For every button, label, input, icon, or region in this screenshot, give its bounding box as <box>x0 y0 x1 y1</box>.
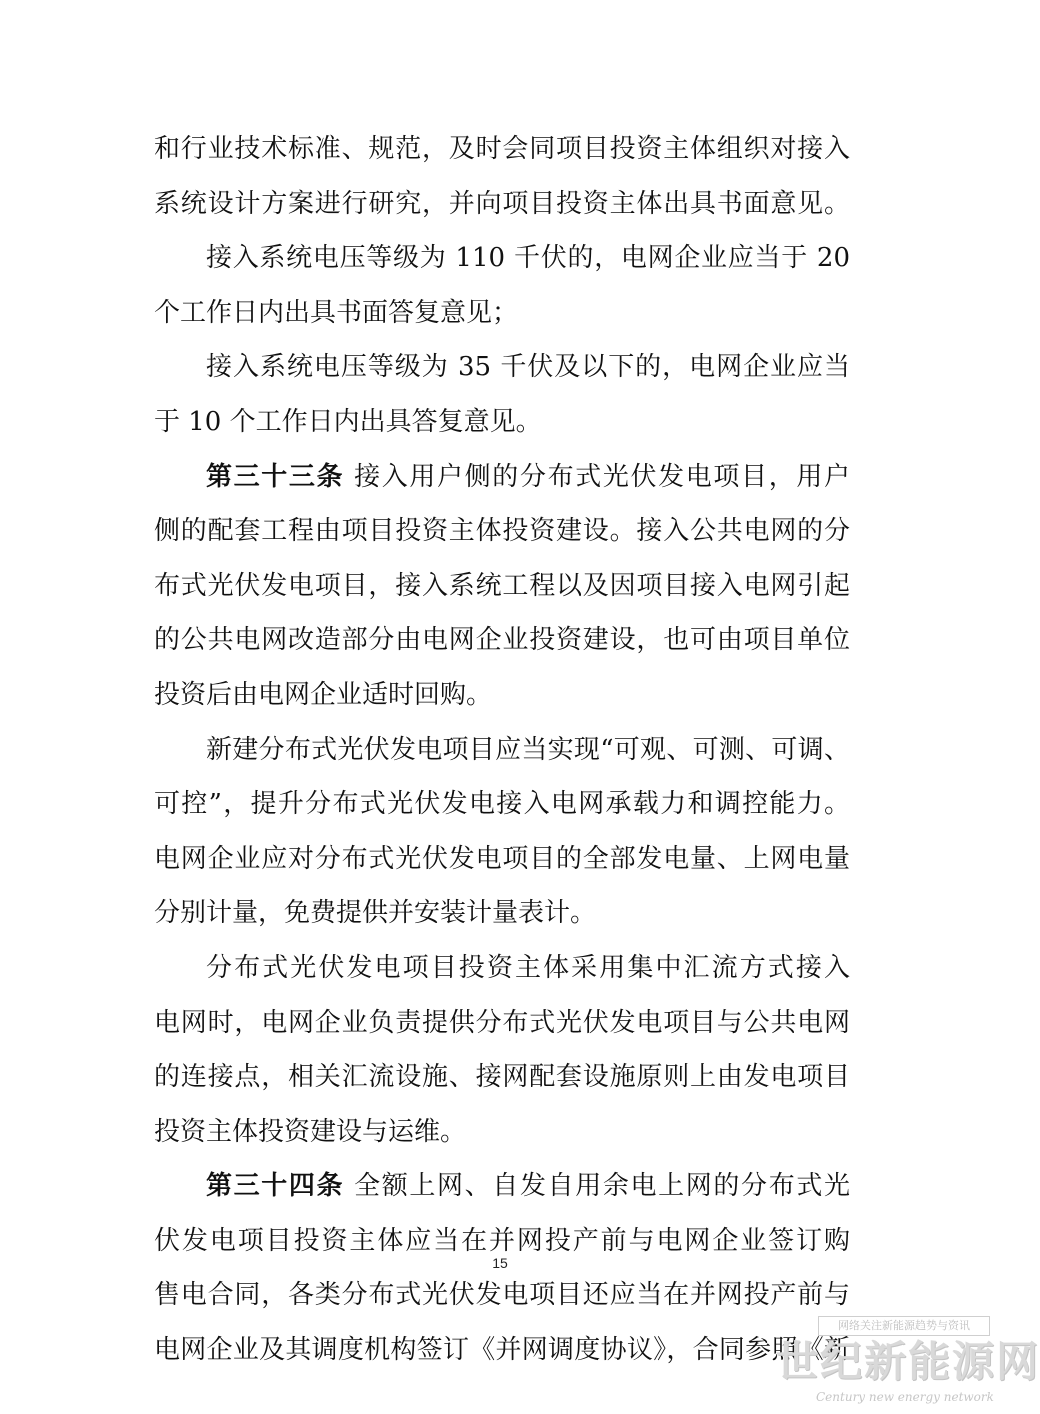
text-span: 接入用户侧的分布式光伏发电项目，用户 <box>354 461 850 492</box>
text-line <box>154 1159 850 1214</box>
text-line: 和行业技术标准、规范，及时会同项目投资主体组织对接入 <box>154 134 850 164</box>
text-line: 投资主体投资建设与运维。 <box>154 1116 467 1147</box>
text-line: 电网企业及其调度机构签订《并网调度协议》，合同参照《新 <box>154 1335 850 1366</box>
text-line: 新建分布式光伏发电项目应当实现“可观、可测、可调、 <box>206 734 850 765</box>
text-line: 侧的配套工程由项目投资主体投资建设。接入公共电网的分 <box>154 516 850 547</box>
text-line: 可控”，提升分布式光伏发电接入电网承载力和调控能力。 <box>154 789 850 820</box>
watermark-title: 世纪新能源网 <box>776 1337 1040 1386</box>
text-line: 个工作日内出具书面答复意见； <box>154 297 519 328</box>
text-line: 电网时，电网企业负责提供分布式光伏发电项目与公共电网 <box>154 1007 850 1038</box>
watermark-logo <box>772 1316 1040 1410</box>
text-span: 全额上网、自发自用余电上网的分布式光 <box>354 1171 850 1202</box>
text-line: 投资后由电网企业适时回购。 <box>154 679 493 710</box>
text-line: 接入系统电压等级为 35 千伏及以下的，电网企业应当 <box>206 352 850 383</box>
watermark-tagline: 网络关注新能源趋势与资讯 <box>818 1316 990 1336</box>
text-line: 于 10 个工作日内出具答复意见。 <box>154 406 542 437</box>
text-line: 接入系统电压等级为 110 千伏的，电网企业应当于 20 <box>206 243 850 274</box>
article-34-heading: 第三十四条 <box>206 1171 345 1202</box>
text-line: 的公共电网改造部分由电网企业投资建设，也可由项目单位 <box>154 625 850 656</box>
watermark-subtitle: Century new energy network <box>816 1390 994 1404</box>
text-line: 分布式光伏发电项目投资主体采用集中汇流方式接入 <box>206 952 850 983</box>
body-text <box>154 122 850 1378</box>
article-33-heading: 第三十三条 <box>206 461 345 492</box>
text-line: 系统设计方案进行研究，并向项目投资主体出具书面意见。 <box>154 188 850 219</box>
text-line: 售电合同，各类分布式光伏发电项目还应当在并网投产前与 <box>154 1280 850 1311</box>
text-line: 伏发电项目投资主体应当在并网投产前与电网企业签订购 <box>154 1225 850 1256</box>
text-line: 电网企业应对分布式光伏发电项目的全部发电量、上网电量 <box>154 843 850 874</box>
text-line: 的连接点，相关汇流设施、接网配套设施原则上由发电项目 <box>154 1062 850 1093</box>
page-number: 15 <box>492 1255 508 1271</box>
text-line <box>154 450 850 505</box>
text-line: 分别计量，免费提供并安装计量表计。 <box>154 898 597 929</box>
text-line: 布式光伏发电项目，接入系统工程以及因项目接入电网引起 <box>154 570 850 601</box>
